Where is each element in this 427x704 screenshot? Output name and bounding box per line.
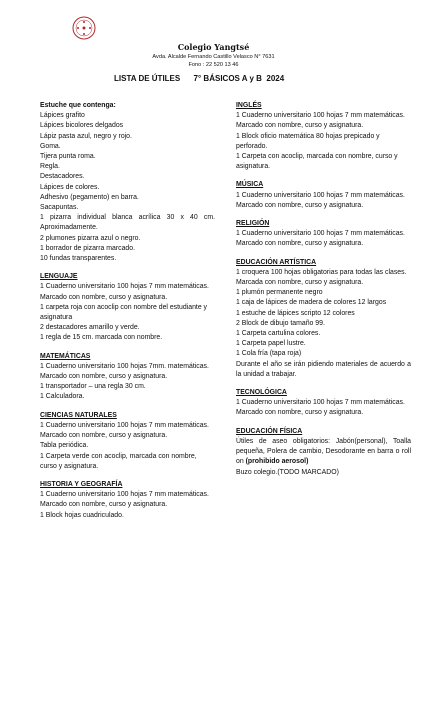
list-item: 1 Calculadora. xyxy=(40,393,85,401)
list-item: 1 Cuaderno universitario 100 hojas 7 mm matemáticas. Marcado con nombre, curso y asignatura. xyxy=(40,491,209,509)
fisica-bold-note: (prohibido aerosol) xyxy=(245,458,309,466)
list-item: 1 Cuaderno universitario 100 hojas 7 mm matemáticas. Marcado con nombre, curso y asignatura. xyxy=(236,112,405,130)
list-item: Regla. xyxy=(40,163,60,171)
school-phone: Fono : 22 520 13 46 xyxy=(188,62,239,68)
list-item: Lápices grafito xyxy=(40,112,85,120)
list-item: 1 Cuaderno universitario 100 hojas 7mm. matemáticas. Marcado con nombre, curso y asignatura. xyxy=(40,362,209,381)
list-item: 1 Cuaderno universitario 100 hojas 7 mm matemáticas. Marcado con nombre, curso y asignatura. xyxy=(236,399,405,417)
section-religion xyxy=(236,219,411,250)
list-item: 1 estuche de lápices scripto 12 colores xyxy=(236,309,355,317)
section-title: INGLÉS xyxy=(236,102,262,109)
list-item: 1 Cuaderno universitario 100 hojas 7 mm matemáticas. Marcado con nombre, curso y asignatura. xyxy=(236,191,405,209)
list-item: 1 caja de lápices de madera de colores 12 largos xyxy=(236,299,387,307)
list-item: 1 Block hojas cuadriculado. xyxy=(40,511,124,519)
list-item: 1 Cola fría (tapa roja) xyxy=(236,350,302,358)
section-title: MÚSICA xyxy=(236,181,264,189)
list-item: 1 croquera 100 hojas obligatorias para todas las clases. Marcada con nombre, curso y asignatura. xyxy=(236,268,407,287)
list-item: Lápices de colores. xyxy=(40,183,100,191)
right-column xyxy=(236,101,411,486)
section-matematicas xyxy=(40,352,215,403)
list-item: 1 borrador de pizarra marcado. xyxy=(40,244,135,252)
list-item: Destacadores. xyxy=(40,173,85,181)
list-item: Sacapuntas. xyxy=(40,204,79,212)
list-item: 2 plumones pizarra azul o negro. xyxy=(40,234,141,242)
section-title: EDUCACIÓN FÍSICA xyxy=(236,427,303,435)
section-title: Estuche que contenga: xyxy=(40,102,116,109)
list-item: 2 Block de dibujo tamaño 99. xyxy=(236,319,325,327)
list-item: 1 regla de 15 cm. marcada con nombre. xyxy=(40,334,163,342)
section-title: TECNOLÓGICA xyxy=(236,389,287,397)
section-estuche xyxy=(40,101,215,264)
document-header xyxy=(0,42,427,68)
school-name: Colegio Yangtsé xyxy=(177,42,250,52)
list-item: 1 Cuaderno universitario 100 hojas 7 mm matemáticas. Marcado con nombre, curso y asignatura. xyxy=(40,283,209,301)
list-item: Goma. xyxy=(40,142,61,150)
section-title: EDUCACIÓN ARTÍSTICA xyxy=(236,258,317,266)
list-item: Durante el año se irán pidiendo materiales de acuerdo a la unidad a trabajar. xyxy=(236,360,411,378)
section-musica xyxy=(236,180,411,211)
list-item: 1 Cuaderno universitario 100 hojas 7 mm matemáticas. Marcado con nombre, curso y asignatura. xyxy=(236,230,405,248)
list-item: Buzo colegio.(TODO MARCADO) xyxy=(236,468,339,476)
list-item: Tijera punta roma. xyxy=(40,153,96,161)
list-item: 1 carpeta roja con acoclip con nombre del estudiante y asignatura xyxy=(40,303,208,322)
list-item: 1 pizarra individual blanca acrílica 30 x 40 cm. Aproximadamente. xyxy=(40,214,215,232)
section-title: MATEMÁTICAS xyxy=(40,352,91,360)
list-item: 1 Carpeta papel lustre. xyxy=(236,340,306,348)
list-item: 1 plumón permanente negro xyxy=(236,289,323,297)
list-item xyxy=(236,437,411,468)
list-item: Adhesivo (pegamento) en barra. xyxy=(40,193,139,201)
fisica-text: Útiles de aseo obligatorios: Jabón(personal), Toalla pequeña, Polera de cambio, Desodorante en barra o roll on xyxy=(236,437,411,466)
section-ingles xyxy=(236,101,411,172)
page-title: LISTA DE ÚTILES 7° BÁSICOS A y B 2024 xyxy=(114,74,285,83)
section-title: LENGUAJE xyxy=(40,273,78,281)
list-item: 10 fundas transparentes. xyxy=(40,255,117,263)
section-historia xyxy=(40,480,215,521)
section-tecnologica xyxy=(236,388,411,419)
list-item: 1 Cuaderno universitario 100 hojas 7 mm matemáticas. Marcado con nombre, curso y asignatura. xyxy=(40,421,209,440)
section-artistica xyxy=(236,258,411,380)
section-title: HISTORIA Y GEOGRAFÍA xyxy=(40,480,123,488)
section-lenguaje xyxy=(40,272,215,343)
list-item: Lápices bicolores delgados xyxy=(40,122,124,130)
school-address: Avda. Alcalde Fernando Castillo Velasco N° 7631 xyxy=(152,54,275,60)
list-item: Lápiz pasta azul, negro y rojo. xyxy=(40,132,132,140)
list-item: 2 destacadores amarillo y verde. xyxy=(40,324,140,332)
left-column xyxy=(40,101,215,529)
list-item: 1 Block oficio matemática 80 hojas prepicado y perforado. xyxy=(236,132,380,150)
list-item: 1 transportador – una regla 30 cm. xyxy=(40,383,146,391)
section-ciencias xyxy=(40,411,215,472)
list-item: 1 Carpeta cartulina colores. xyxy=(236,330,321,338)
list-item: 1 Carpeta con acoclip, marcada con nombre, curso y asignatura. xyxy=(236,153,398,171)
section-title: CIENCIAS NATURALES xyxy=(40,411,117,419)
section-title: RELIGIÓN xyxy=(236,220,270,228)
section-fisica xyxy=(236,427,411,478)
list-item: 1 Carpeta verde con acoclip, marcada con nombre, curso y asignatura. xyxy=(40,452,197,470)
list-item: Tabla periódica. xyxy=(40,442,89,450)
